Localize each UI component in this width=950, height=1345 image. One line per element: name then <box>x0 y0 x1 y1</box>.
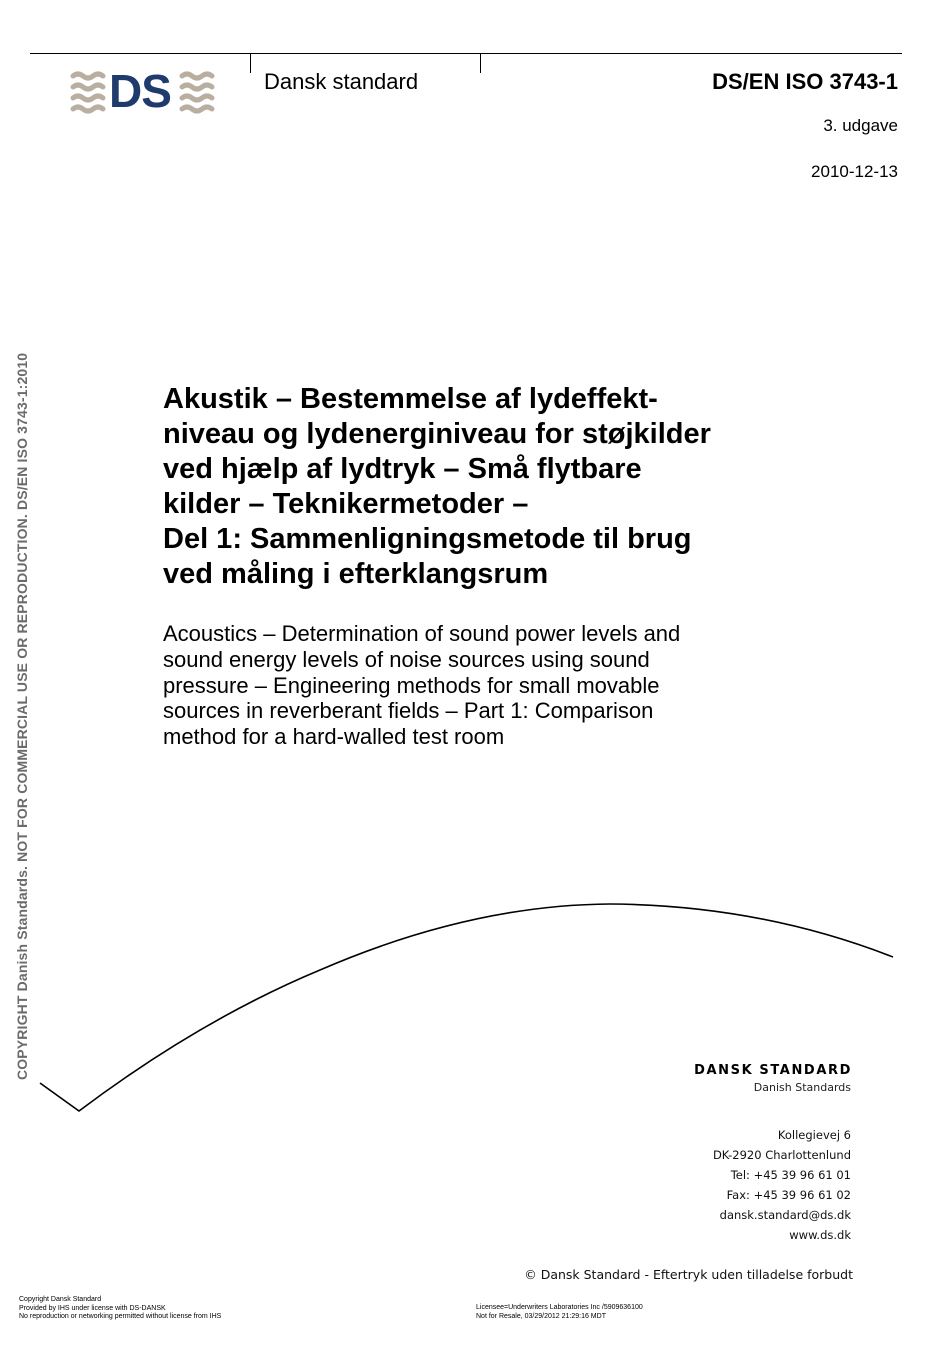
footer-left <box>19 1296 221 1322</box>
title-danish-line: Akustik – Bestemmelse af lydeffekt- <box>163 383 658 415</box>
footer-right <box>476 1304 643 1321</box>
footer-line: Licensee=Underwriters Laboratories Inc /5909636100 <box>476 1304 643 1311</box>
fax: Fax: +45 39 96 61 02 <box>726 1188 851 1202</box>
title-danish-line: Del 1: Sammenligningsmetode til brug <box>163 523 692 555</box>
title-english-line: method for a hard-walled test room <box>163 724 505 750</box>
doc-type: Dansk standard <box>264 69 419 94</box>
edition: 3. udgave <box>823 116 898 135</box>
address-line: Kollegievej 6 <box>777 1128 851 1142</box>
publisher-address <box>713 1125 851 1245</box>
publisher-subtitle: Danish Standards <box>753 1081 851 1094</box>
footer-line: No reproduction or networking permitted without license from IHS <box>19 1313 222 1320</box>
title-danish-line: kilder – Teknikermetoder – <box>163 488 529 520</box>
email-link[interactable]: dansk.standard@ds.dk <box>719 1208 851 1222</box>
title-english-line: sources in reverberant fields – Part 1: Comparison <box>163 698 654 724</box>
copyright-notice: © Dansk Standard - Eftertryk uden tilladelse forbudt <box>524 1267 853 1282</box>
title-english-line: pressure – Engineering methods for small movable <box>163 672 660 698</box>
footer-line: Copyright Dansk Standard <box>19 1296 102 1303</box>
logo-text: DS <box>109 65 171 117</box>
footer-line: Not for Resale, 03/29/2012 21:29:16 MDT <box>476 1312 606 1320</box>
footer-line: Provided by IHS under license with DS-DANSK <box>19 1304 166 1312</box>
standard-number: DS/EN ISO 3743-1 <box>712 69 898 94</box>
copyright-watermark: COPYRIGHT Danish Standards. NOT FOR COMMERCIAL USE OR REPRODUCTION. DS/EN ISO 3743-1:2010 <box>14 352 30 1080</box>
title-danish-line: ved måling i efterklangsrum <box>163 558 549 590</box>
title-danish-line: niveau og lydenerginiveau for støjkilder <box>163 418 711 450</box>
address-line: DK-2920 Charlottenlund <box>712 1148 851 1162</box>
title-english-line: Acoustics – Determination of sound power levels and <box>163 621 681 646</box>
publisher-name: DANSK STANDARD <box>694 1063 852 1078</box>
title-english-line: sound energy levels of noise sources using sound <box>163 646 650 672</box>
title-danish-line: ved hjælp af lydtryk – Små flytbare <box>163 453 642 485</box>
phone: Tel: +45 39 96 61 01 <box>730 1168 851 1182</box>
website-link[interactable]: www.ds.dk <box>789 1228 851 1242</box>
publication-date: 2010-12-13 <box>811 162 898 181</box>
